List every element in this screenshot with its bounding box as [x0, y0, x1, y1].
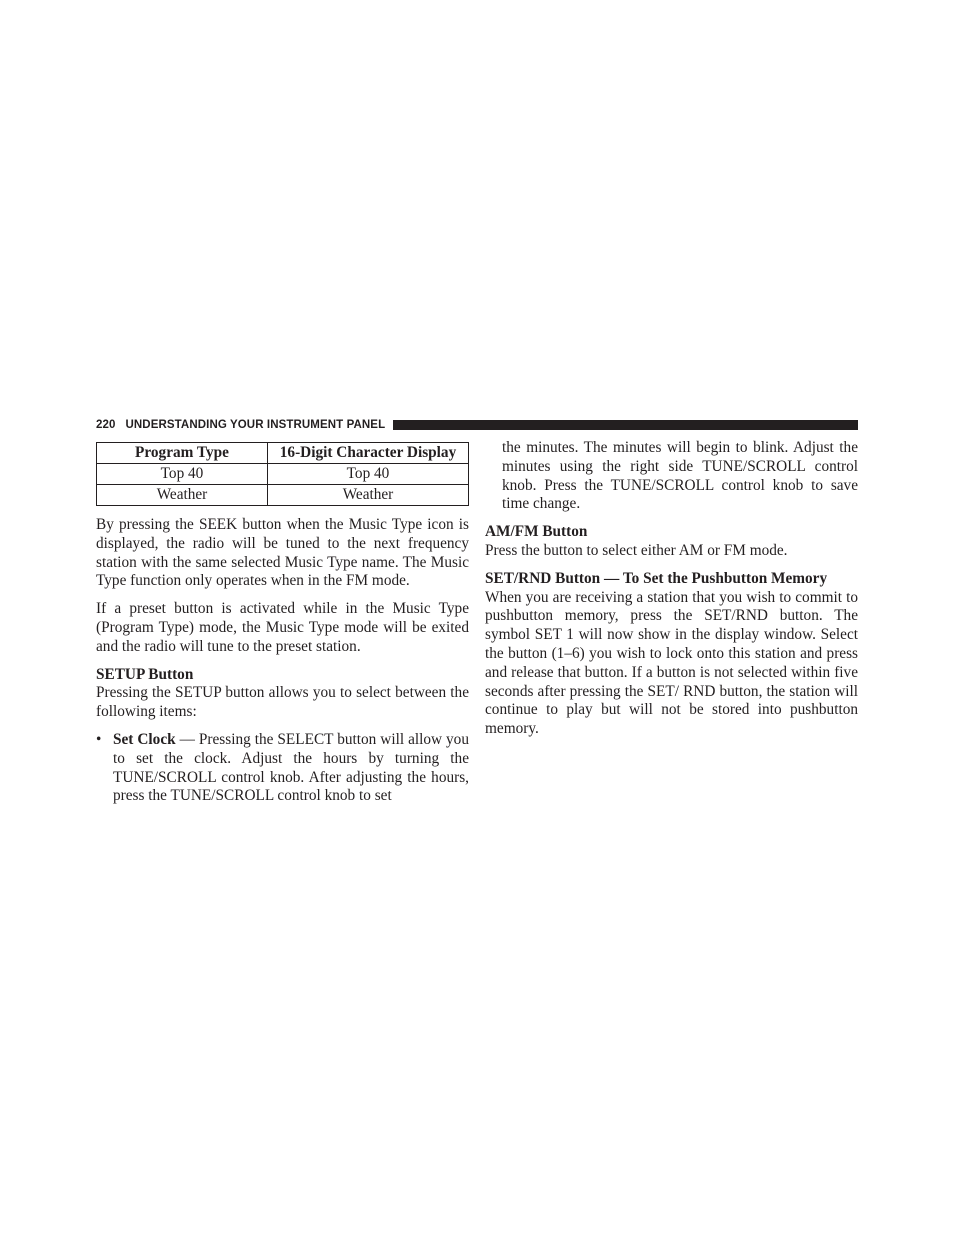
table-header-cell: Program Type: [97, 443, 268, 464]
page-number: 220: [96, 419, 116, 431]
table-row: [97, 464, 469, 485]
page-header: [96, 417, 858, 433]
bullet-dot: •: [96, 730, 102, 748]
setup-intro: Pressing the SETUP button allows you to select between the following items:: [96, 684, 469, 721]
setrnd-heading: SET/RND Button — To Set the Pushbutton Memory: [485, 569, 828, 587]
preset-paragraph: If a preset button is activated while in the Music Type (Program Type) mode, the Music Type mode will be exited and the radio will tune to the preset station.: [96, 600, 469, 655]
section-title: UNDERSTANDING YOUR INSTRUMENT PANEL: [125, 419, 386, 431]
set-clock-bullet: [96, 731, 469, 806]
setrnd-text: When you are receiving a station that you wish to commit to pushbutton memory, press the SET/RND button. The symbol SET 1 will now show in the display window. Select the button (1–6) you wish to lock onto this station and press and release that button. If a button is not selected within five seconds after pressing the SET/ RND button, the station will continue to play but will not be stored into pushbutton memory.: [485, 588, 858, 738]
setup-heading: SETUP Button: [96, 665, 194, 683]
table-header-row: [97, 443, 469, 464]
table-cell: Top 40: [97, 464, 268, 485]
bullet-term: Set Clock: [113, 730, 176, 748]
header-rule: [393, 420, 858, 430]
table-header-cell: 16-Digit Character Display: [268, 443, 469, 464]
set-clock-continued: the minutes. The minutes will begin to blink. Adjust the minutes using the right side TUNE/SCROLL control knob. Press the TUNE/SCROLL control knob to save time change.: [502, 439, 858, 513]
table-cell: Weather: [97, 485, 268, 506]
table-row: [97, 485, 469, 506]
amfm-heading: AM/FM Button: [485, 523, 588, 541]
amfm-text: Press the button to select either AM or FM mode.: [485, 541, 788, 559]
left-column: [96, 442, 469, 806]
table-cell: Top 40: [268, 464, 469, 485]
bullet-text: — Pressing the SELECT button will allow you to set the clock. Adjust the hours by turning the TUNE/SCROLL control knob. After adjusting the hours, press the TUNE/SCROLL control knob to set: [113, 730, 469, 805]
program-type-table: [96, 442, 469, 506]
right-column: [485, 439, 858, 748]
table-cell: Weather: [268, 485, 469, 506]
seek-paragraph: By pressing the SEEK button when the Music Type icon is displayed, the radio will be tuned to the next frequency station with the same selected Music Type name. The Music Type function only operates when in the FM mode.: [96, 516, 469, 590]
